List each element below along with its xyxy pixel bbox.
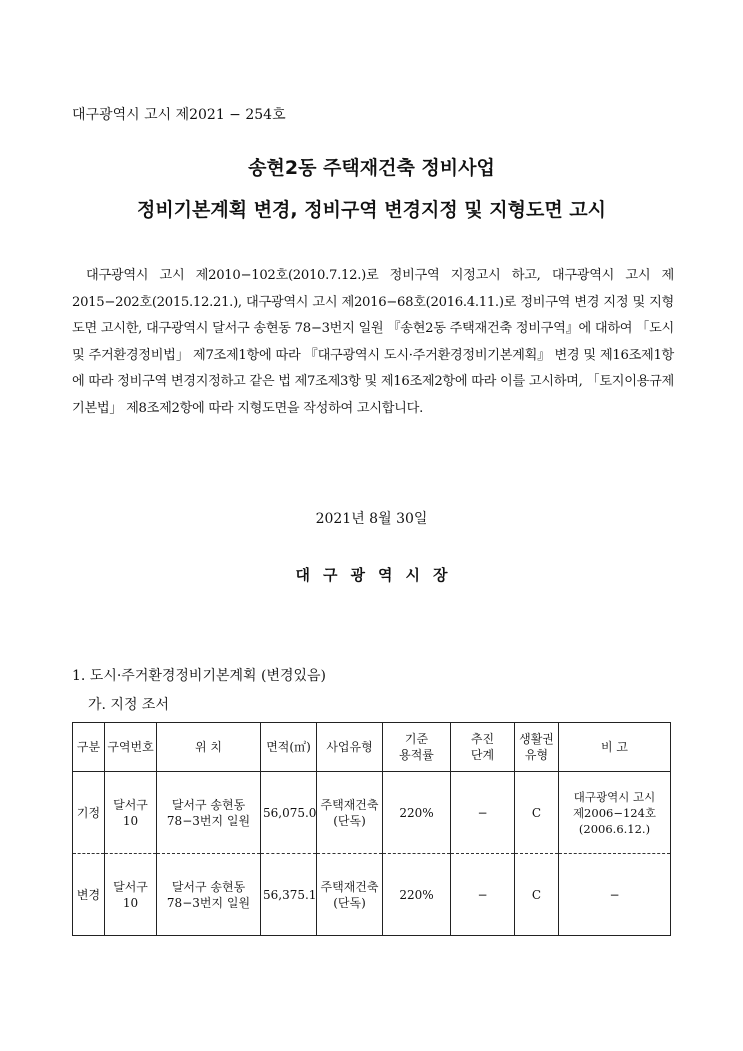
table-row — [73, 854, 671, 936]
issuer-name: 대구광역시장 — [295, 566, 461, 584]
cell-far: 220% — [383, 772, 451, 854]
header-zone-no: 구역번호 — [105, 723, 157, 772]
cell-note: 대구광역시 고시 제2006−124호 (2006.6.12.) — [559, 772, 671, 854]
cell-project-type: 주택재건축 (단독) — [317, 772, 383, 854]
cell-far: 220% — [383, 854, 451, 936]
designation-table — [72, 722, 671, 936]
cell-living-zone: C — [515, 854, 559, 936]
notice-number: 대구광역시 고시 제2021 − 254호 — [72, 107, 286, 123]
header-far: 기준 용적률 — [383, 723, 451, 772]
cell-project-type: 주택재건축 (단독) — [317, 854, 383, 936]
header-project-type: 사업유형 — [317, 723, 383, 772]
cell-location: 달서구 송현동 78−3번지 일원 — [157, 772, 261, 854]
header-location: 위 치 — [157, 723, 261, 772]
document-title-line2: 정비기본계획 변경, 정비구역 변경지정 및 지형도면 고시 — [136, 199, 607, 221]
header-division: 구분 — [73, 723, 105, 772]
cell-living-zone: C — [515, 772, 559, 854]
table-row — [73, 772, 671, 854]
cell-area: 56,075.0 — [261, 772, 317, 854]
cell-note: − — [559, 854, 671, 936]
document-title-line1: 송현2동 주택재건축 정비사업 — [248, 157, 495, 179]
header-living-zone: 생활권 유형 — [515, 723, 559, 772]
cell-division: 변경 — [73, 854, 105, 936]
section-title: 1. 도시·주거환경정비기본계획 (변경있음) — [72, 668, 327, 684]
table-header-row — [73, 723, 671, 772]
notice-date: 2021년 8월 30일 — [315, 511, 428, 527]
cell-division: 기정 — [73, 772, 105, 854]
header-note: 비 고 — [559, 723, 671, 772]
cell-location: 달서구 송현동 78−3번지 일원 — [157, 854, 261, 936]
cell-zone-no: 달서구 10 — [105, 854, 157, 936]
header-stage: 추진 단계 — [451, 723, 515, 772]
subsection-title: 가. 지정 조서 — [88, 697, 169, 713]
cell-stage: − — [451, 854, 515, 936]
cell-stage: − — [451, 772, 515, 854]
notice-body: 대구광역시 고시 제2010−102호(2010.7.12.)로 정비구역 지정고시 하고, 대구광역시 고시 제2015−202호(2015.12.21.), 대구광역시 고시 제2016−68호(2016.4.11.)로 정비구역 변경 지정 및 지형도면 고시한, 대구광역시 달서구 송현동 78−3번지 일원 『송현2동 주택재건축 정비구역』에 대하여 「도시 및 주거환경정비법」 제7조제1항에 따라 『대구광역시 도시·주거환경정비기본계획』 변경 및 제16조제1항에 따라 정비구역 변경지정하고 같은 법 제7조제3항 및 제16조제2항에 따라 이를 고시하며, 「토지이용규제 기본법」 제8조제2항에 따라 지형도면을 작성하여 고시합니다. — [72, 268, 674, 416]
cell-zone-no: 달서구 10 — [105, 772, 157, 854]
cell-area: 56,375.1 — [261, 854, 317, 936]
header-area: 면적(㎡) — [261, 723, 317, 772]
